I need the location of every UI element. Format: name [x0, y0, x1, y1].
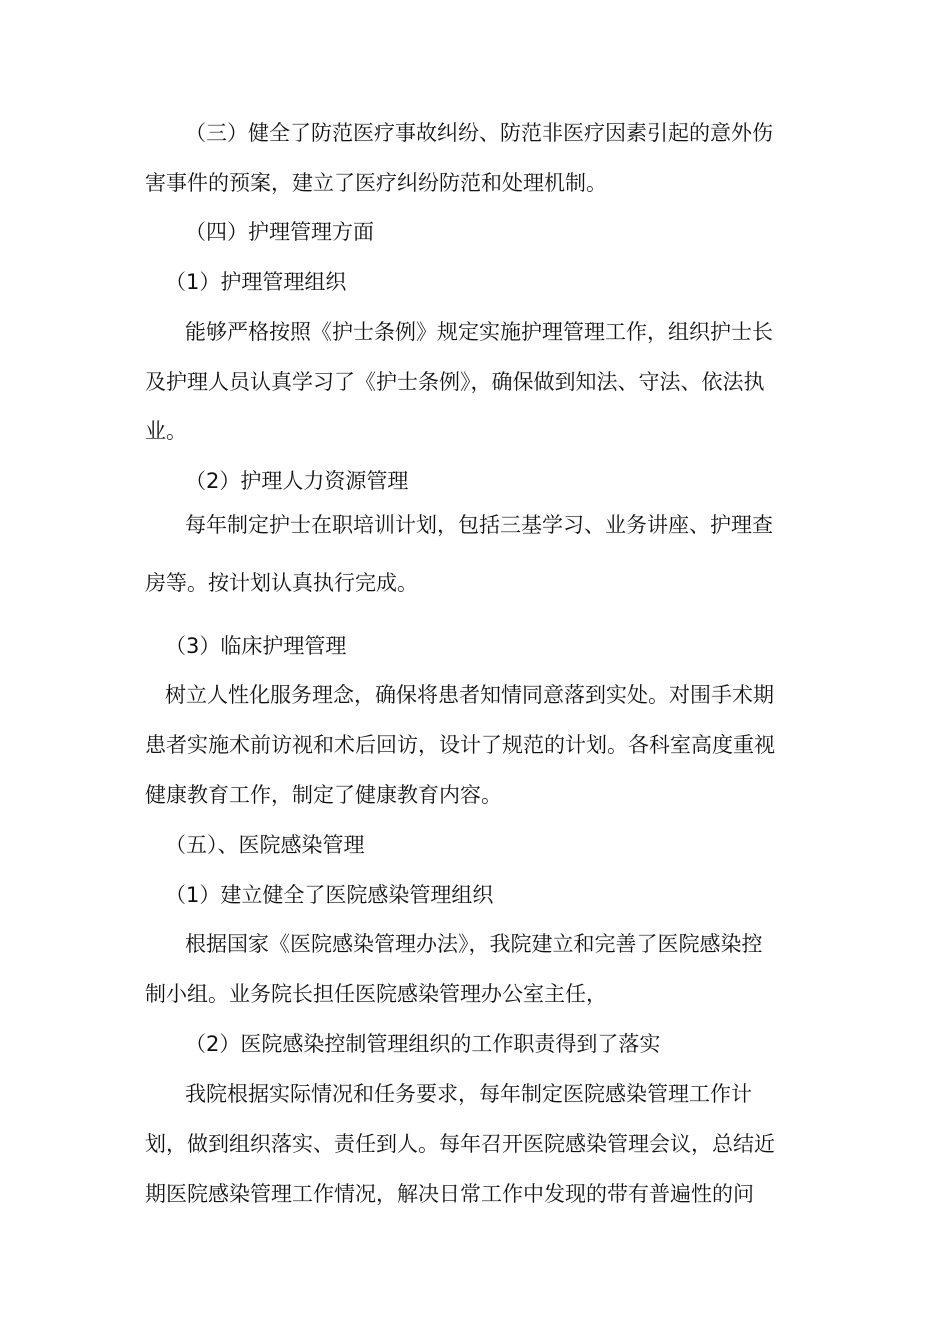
- section-heading: （四）护理管理方面: [185, 220, 374, 244]
- text-line: 健康教育工作，制定了健康教育内容。: [145, 783, 502, 807]
- section-heading: （五）、医院感染管理: [165, 833, 365, 857]
- subsection-heading: （2）护理人力资源管理: [185, 469, 409, 493]
- text-line: 制小组。业务院长担任医院感染管理办公室主任，: [145, 982, 607, 1006]
- text-line: 业。: [145, 419, 187, 443]
- text-line: 期医院感染管理工作情况，解决日常工作中发现的带有普遍性的问: [145, 1182, 754, 1206]
- subsection-heading: （3）临床护理管理: [165, 634, 347, 658]
- subsection-heading: （1）护理管理组织: [165, 270, 347, 294]
- subsection-heading: （1）建立健全了医院感染管理组织: [165, 883, 494, 907]
- text-line: 害事件的预案，建立了医疗纠纷防范和处理机制。: [145, 171, 607, 195]
- text-line: 患者实施术前访视和术后回访，设计了规范的计划。各科室高度重视: [145, 733, 775, 757]
- text-line: 每年制定护士在职培训计划，包括三基学习、业务讲座、护理查: [185, 513, 773, 537]
- text-line: 及护理人员认真学习了《护士条例》，确保做到知法、守法、依法执: [145, 370, 765, 394]
- text-line: （三）健全了防范医疗事故纠纷、防范非医疗因素引起的意外伤: [185, 121, 773, 145]
- text-line: 树立人性化服务理念，确保将患者知情同意落到实处。对围手术期: [165, 683, 774, 707]
- text-line: 能够严格按照《护士条例》规定实施护理管理工作，组织护士长: [185, 320, 773, 344]
- text-line: 房等。按计划认真执行完成。: [145, 571, 418, 595]
- text-line: 根据国家《医院感染管理办法》，我院建立和完善了医院感染控: [185, 932, 763, 956]
- text-line: 我院根据实际情况和任务要求，每年制定医院感染管理工作计: [185, 1082, 752, 1106]
- text-line: 划，做到组织落实、责任到人。每年召开医院感染管理会议，总结近: [145, 1132, 775, 1156]
- subsection-heading: （2）医院感染控制管理组织的工作职责得到了落实: [185, 1032, 661, 1056]
